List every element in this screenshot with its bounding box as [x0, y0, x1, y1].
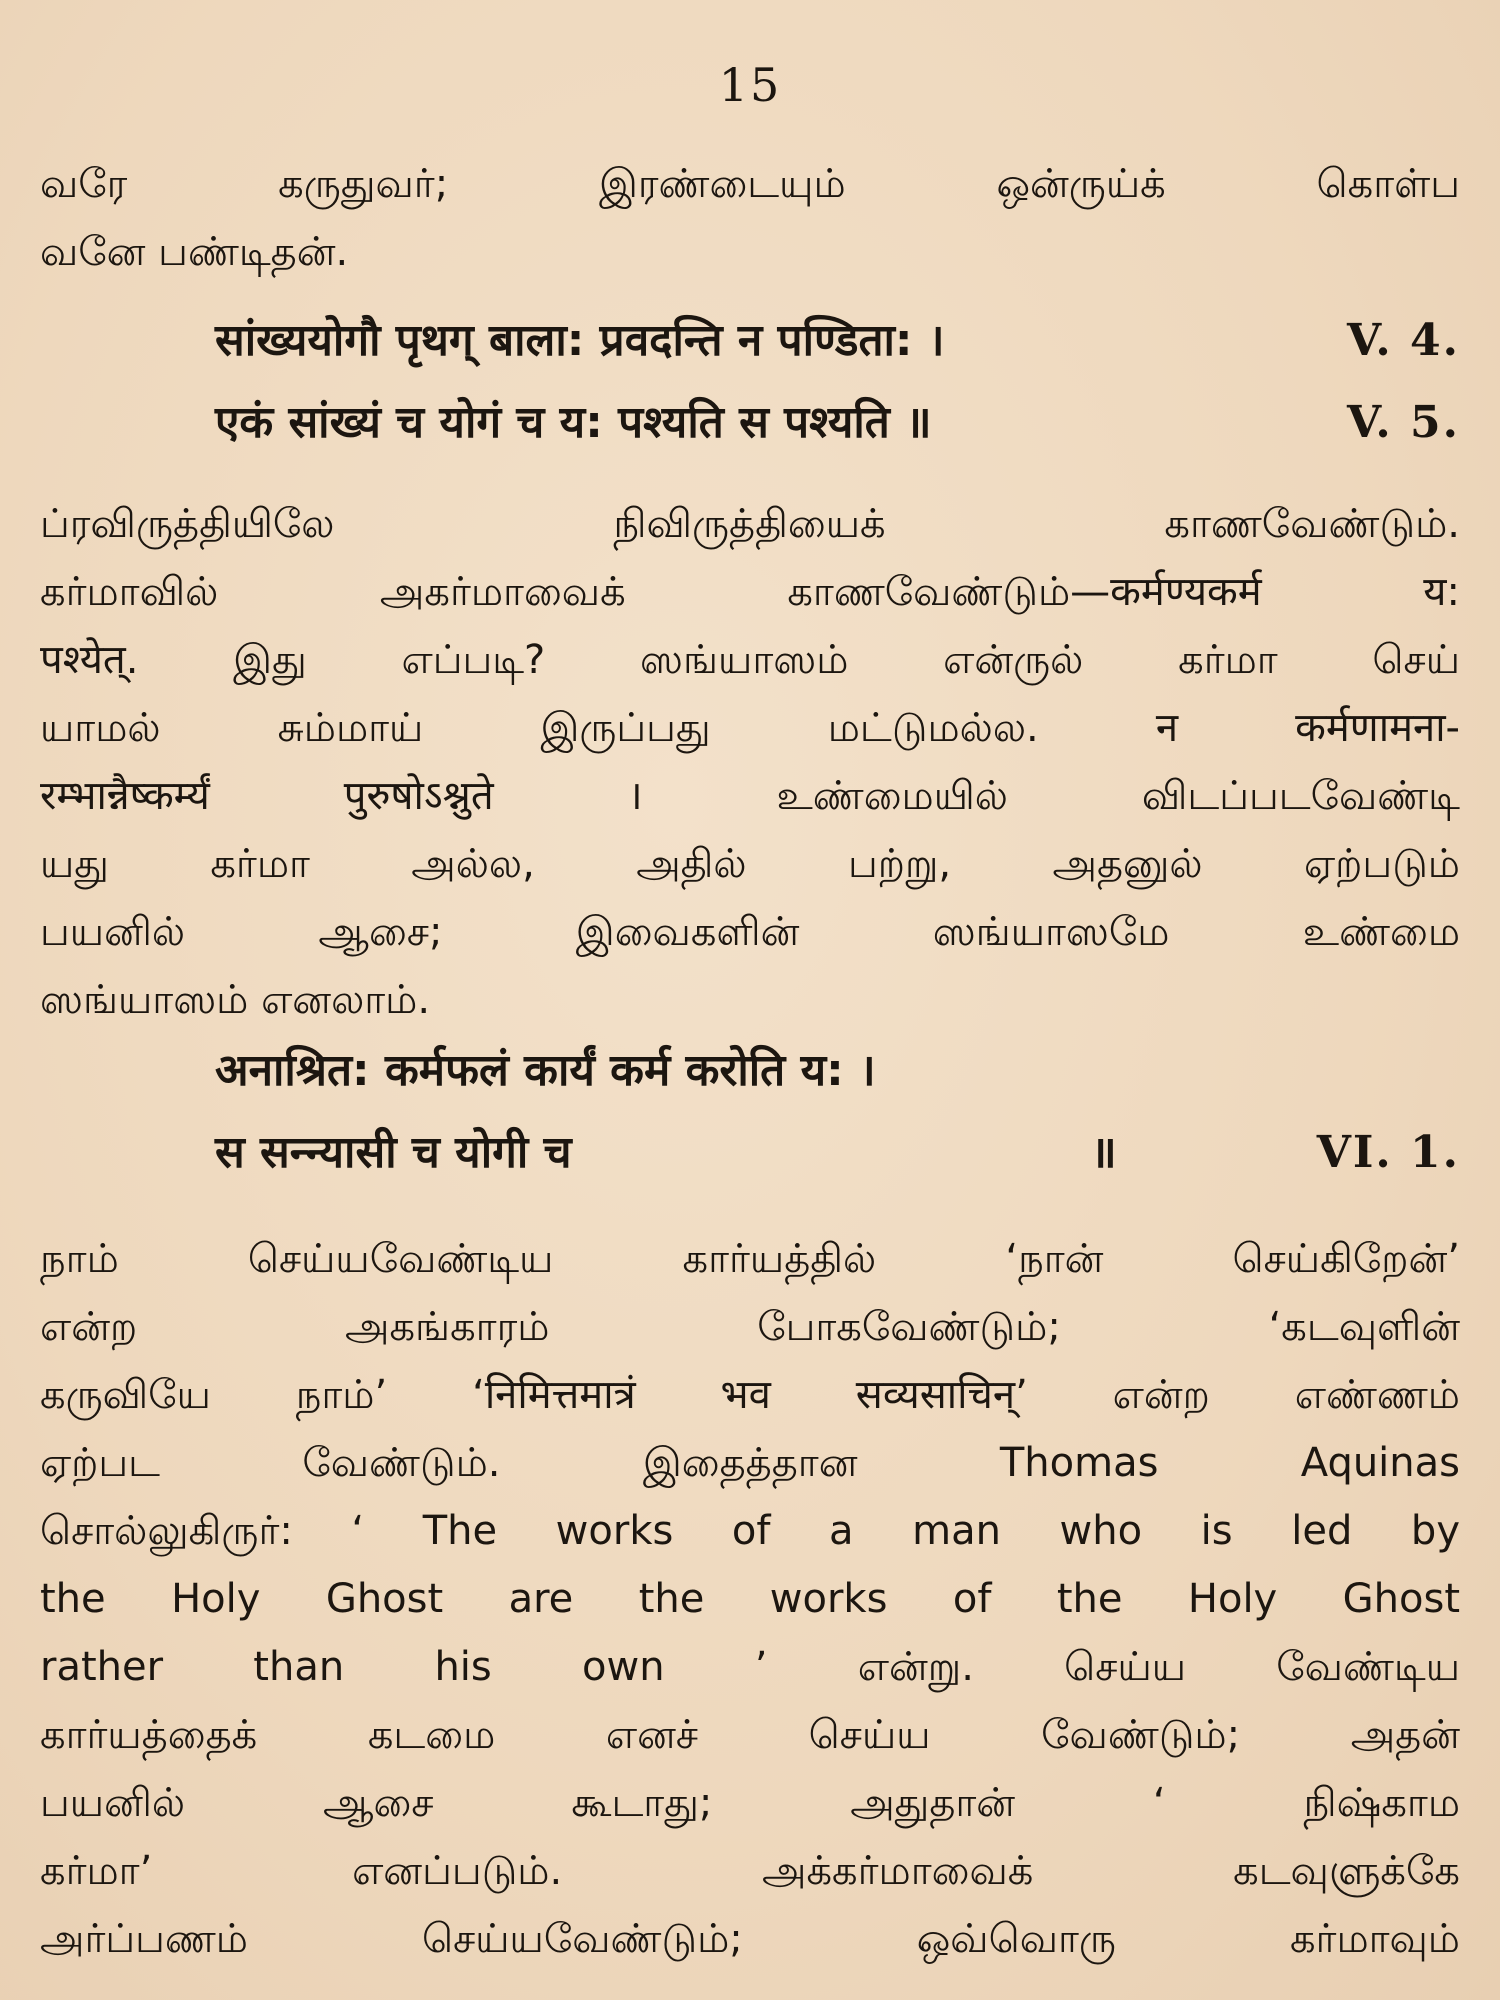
text-line: ஸங்யாஸம் எனலாம்.	[40, 977, 431, 1023]
verse-line	[40, 300, 1460, 382]
verse-reference: V. 4.	[1346, 315, 1460, 366]
text-line: கருவியே நாம்’ ‘निमित्तमात्रं भव सव्यसाचिन्’ என்ற எண்ணம்	[40, 1372, 1460, 1418]
text-line: சொல்லுகிருர்: ‘ The works of a man who is led by	[40, 1508, 1460, 1554]
text-line: பயனில் ஆசை கூடாது; அதுதான் ‘ நிஷ்காம	[40, 1780, 1460, 1826]
text-line: யாமல் சும்மாய் இருப்பது மட்டுமல்ல. न कर्मणामना-	[40, 705, 1460, 751]
text-line: நாம் செய்யவேண்டிய கார்யத்தில் ‘நான் செய்கிறேன்’	[40, 1236, 1460, 1282]
text-line: पश्येत्. இது எப்படி? ஸங்யாஸம் என்ருல் கர்மா செய்	[40, 637, 1460, 683]
sanskrit-verse-vi1	[40, 1030, 1460, 1194]
paragraph-1	[40, 150, 1460, 286]
text-line: the Holy Ghost are the works of the Holy Ghost	[40, 1576, 1460, 1622]
text-line: கர்மா’ எனப்படும். அக்கர்மாவைக் கடவுளுக்கே	[40, 1848, 1460, 1894]
text-line: வனே பண்டிதன்.	[40, 229, 349, 275]
verse-danda: ॥	[1090, 1127, 1117, 1178]
verse-text: एकं सांख्यं च योगं च य: पश्यति स पश्यति ॥	[215, 397, 932, 448]
text-line: ஏற்பட வேண்டும். இதைத்தான Thomas Aquinas	[40, 1440, 1460, 1486]
verse-text: स सन्न्यासी च योगी च	[215, 1127, 572, 1178]
text-line: பயனில் ஆசை; இவைகளின் ஸங்யாஸமே உண்மை	[40, 909, 1460, 955]
text-line: रम्भान्नैष्कर्म्यं पुरुषोऽश्नुते । உண்மையில் விடப்படவேண்டி	[40, 773, 1460, 819]
text-line: rather than his own ’ என்று. செய்ய வேண்டிய	[40, 1644, 1460, 1690]
verse-line	[40, 1030, 1460, 1112]
page-number: 15	[718, 58, 782, 112]
verse-reference: VI. 1.	[1316, 1127, 1460, 1178]
verse-line	[40, 1112, 1460, 1194]
paragraph-2	[40, 490, 1460, 1034]
text-line: யது கர்மா அல்ல, அதில் பற்று, அதனுல் ஏற்படும்	[40, 841, 1460, 887]
text-line: அர்ப்பணம் செய்யவேண்டும்; ஒவ்வொரு கர்மாவும்	[40, 1916, 1460, 1962]
paragraph-3	[40, 1225, 1460, 1973]
sanskrit-verse-v4-v5	[40, 300, 1460, 464]
verse-reference: V. 5.	[1346, 397, 1460, 448]
verse-text: सांख्ययोगौ पृथग् बाला: प्रवदन्ति न पण्डिता: ।	[215, 315, 945, 366]
text-line: கர்மாவில் அகர்மாவைக் காணவேண்டும்—कर्मण्यकर्म य:	[40, 569, 1460, 615]
text-line: ப்ரவிருத்தியிலே நிவிருத்தியைக் காணவேண்டும்.	[40, 501, 1460, 547]
text-line: என்ற அகங்காரம் போகவேண்டும்; ‘கடவுளின்	[40, 1304, 1460, 1350]
text-line: கார்யத்தைக் கடமை எனச் செய்ய வேண்டும்; அதன்	[40, 1712, 1460, 1758]
verse-text: अनाश्रित: कर्मफलं कार्यं कर्म करोति य: ।	[215, 1045, 876, 1096]
verse-line	[40, 382, 1460, 464]
text-line: வரே கருதுவர்; இரண்டையும் ஒன்ருய்க் கொள்ப	[40, 161, 1460, 207]
